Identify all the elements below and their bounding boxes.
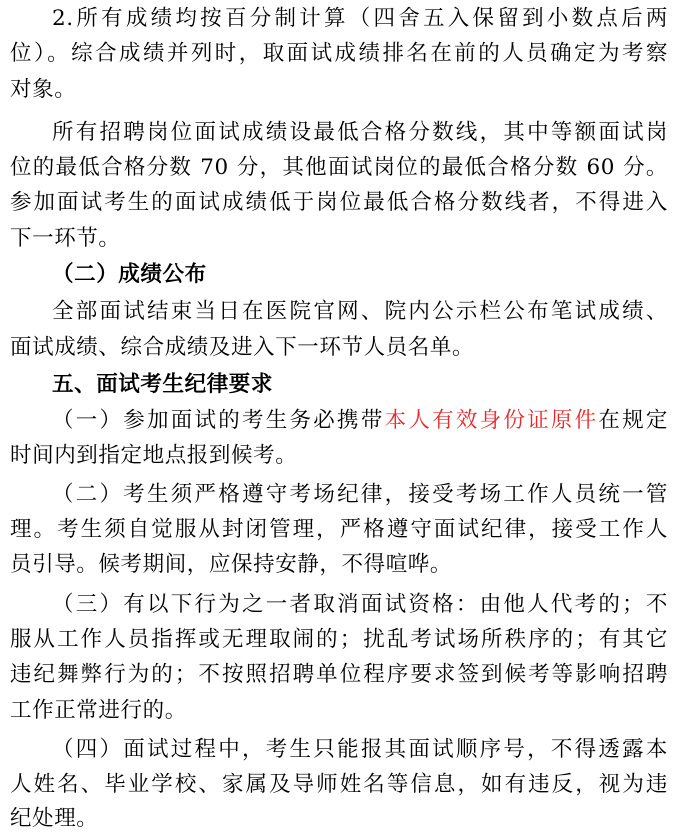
paragraph-line: 人姓名、毕业学校、家属及导师姓名等信息，如有违反，视为违 (10, 772, 668, 797)
paragraph-line: （二）考生须严格遵守考场纪律，接受考场工作人员统一管 (52, 482, 668, 507)
paragraph-line: 2.所有成绩均按百分制计算（四舍五入保留到小数点后两 (52, 6, 668, 31)
paragraph-line: 对象。 (10, 77, 77, 102)
paragraph-line: 理。考生须自觉服从封闭管理，严格遵守面试纪律，接受工作人 (10, 517, 668, 542)
paragraph-line: 服从工作人员指挥或无理取闹的；扰乱考试场所秩序的；有其它 (10, 627, 668, 652)
highlighted-requirement: 本人有效身份证原件 (384, 408, 599, 433)
paragraph-line: 参加面试考生的面试成绩低于岗位最低合格分数线者，不得进入 (10, 190, 668, 215)
paragraph-line: 时间内到指定地点报到候考。 (10, 443, 298, 468)
paragraph-line: （三）有以下行为之一者取消面试资格：由他人代考的；不 (52, 592, 668, 617)
paragraph-line: 纪处理。 (10, 806, 99, 831)
paragraph-line (52, 408, 668, 434)
paragraph-line: 位的最低合格分数 70 分，其他面试岗位的最低合格分数 60 分。 (10, 155, 668, 180)
paragraph-line: 面试成绩、综合成绩及进入下一环节人员名单。 (10, 335, 475, 360)
paragraph-line: （四）面试过程中，考生只能报其面试顺序号，不得透露本 (52, 737, 668, 762)
paragraph-line: 下一环节。 (10, 226, 121, 251)
paragraph-line: 员引导。候考期间，应保持安静，不得喧哗。 (10, 552, 453, 577)
paragraph-text: 在规定 (598, 408, 668, 433)
paragraph-line: 工作正常进行的。 (10, 698, 187, 723)
section-subheading: （二）成绩公布 (52, 262, 207, 287)
paragraph-line: 违纪舞弊行为的；不按照招聘单位程序要求签到候考等影响招聘 (10, 662, 668, 687)
paragraph-line: 所有招聘岗位面试成绩设最低合格分数线，其中等额面试岗 (52, 120, 668, 145)
paragraph-text: （一）参加面试的考生务必携带 (52, 408, 385, 433)
paragraph-line: 全部面试结束当日在医院官网、院内公示栏公布笔试成绩、 (52, 299, 668, 324)
section-heading: 五、面试考生纪律要求 (52, 372, 274, 397)
paragraph-line: 位）。综合成绩并列时，取面试成绩排名在前的人员确定为考察 (10, 41, 668, 66)
